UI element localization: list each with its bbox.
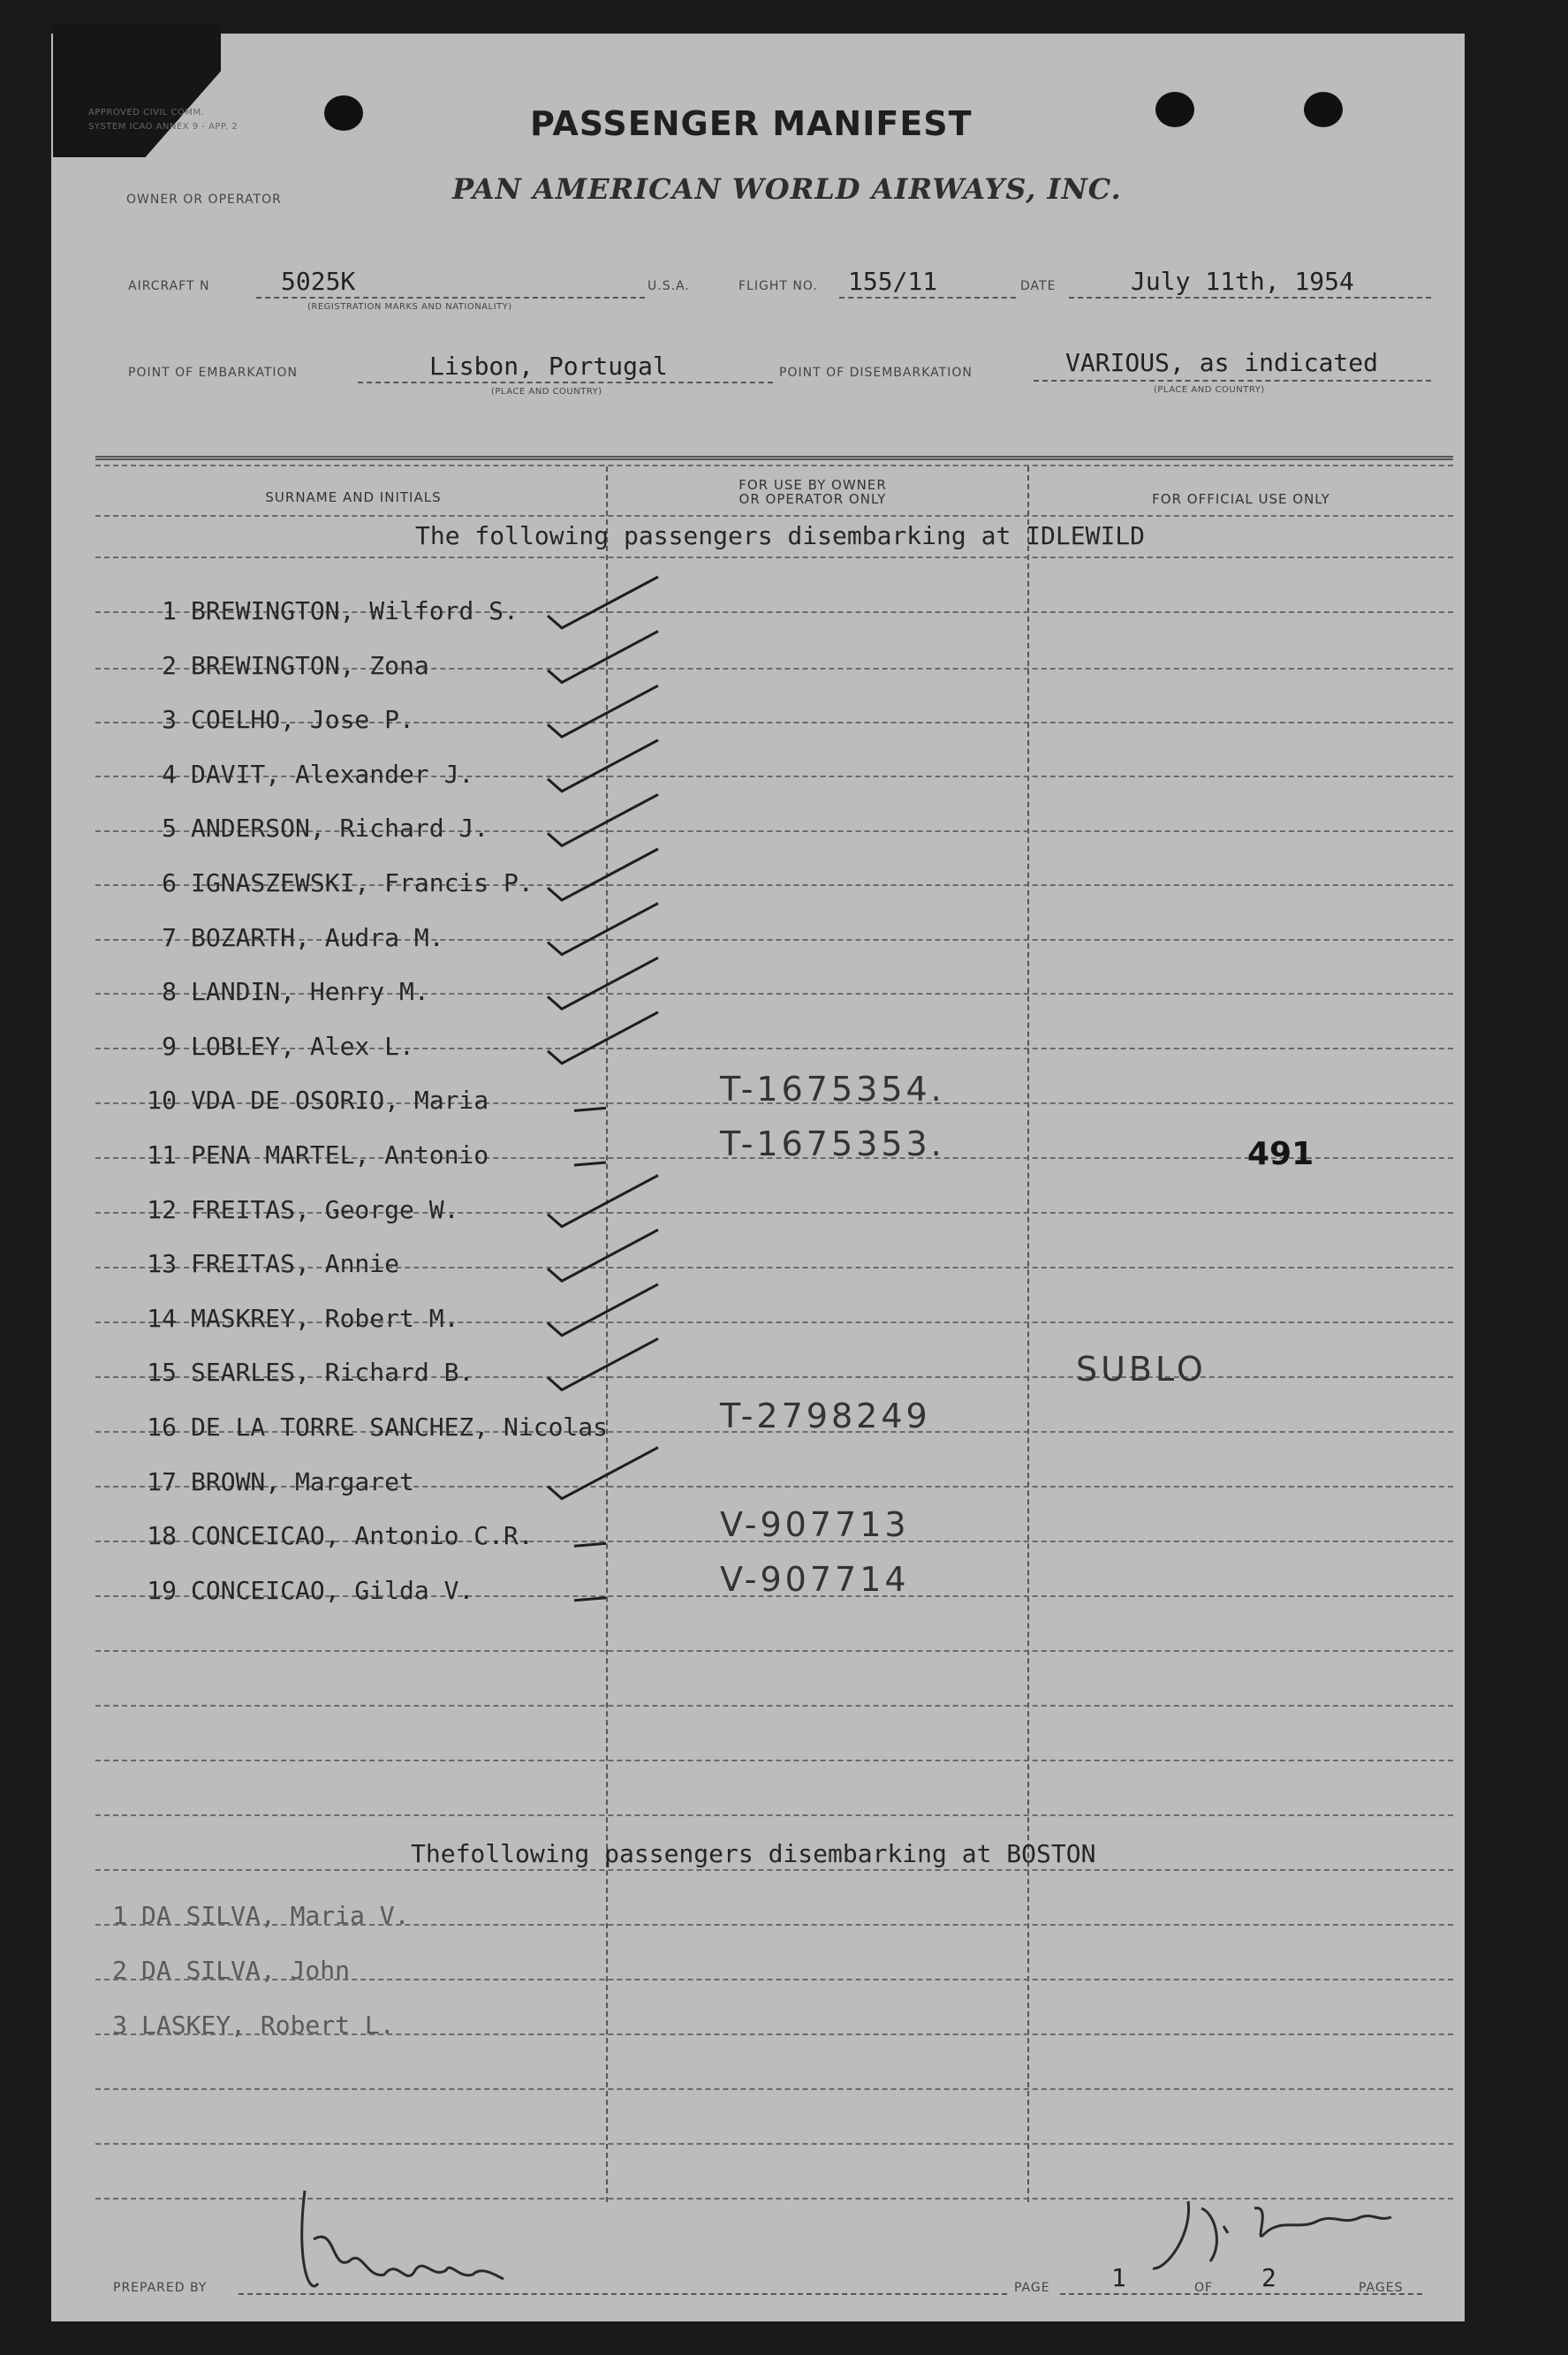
disembarkation-label: POINT OF DISEMBARKATION	[779, 366, 973, 380]
passenger-name: VDA DE OSORIO, Maria	[191, 1086, 489, 1116]
passenger-name: BOZARTH, Audra M.	[191, 922, 444, 952]
passenger-name: BREWINGTON, Zona	[191, 650, 429, 680]
passenger-name: DA SILVA, Maria V.	[141, 1901, 410, 1930]
usa-label: U.S.A.	[648, 279, 690, 293]
page-number: 1	[1111, 2263, 1126, 2292]
passenger-name: DE LA TORRE SANCHEZ, Nicolas	[191, 1412, 609, 1442]
aircraft-value: 5025K	[281, 267, 356, 296]
page-label: PAGE	[1014, 2281, 1050, 2295]
ticket-number: V-907713	[720, 1505, 910, 1545]
prepared-by-label: PREPARED BY	[113, 2281, 208, 2295]
passenger-number: 14	[147, 1303, 177, 1333]
passenger-name: LOBLEY, Alex L.	[191, 1031, 414, 1061]
passenger-number: 8	[162, 977, 177, 1007]
aircraft-label: AIRCRAFT N	[128, 279, 210, 293]
passenger-number: 7	[162, 922, 177, 952]
embarkation-label: POINT OF EMBARKATION	[128, 366, 299, 380]
pages-label: PAGES	[1359, 2281, 1404, 2295]
ticket-number: T-1675353.	[720, 1124, 945, 1163]
ticket-number: V-907714	[720, 1559, 910, 1599]
owner-label: OWNER OR OPERATOR	[126, 193, 282, 207]
embarkation-value: Lisbon, Portugal	[429, 352, 668, 381]
column-header-owner-1: FOR USE BY OWNER	[739, 477, 887, 493]
column-header-owner-2: OR OPERATOR ONLY	[739, 491, 887, 507]
passenger-name: FREITAS, George W.	[191, 1194, 459, 1224]
passenger-name: LASKEY, Robert L.	[141, 2010, 395, 2040]
flight-value: 155/11	[848, 267, 938, 296]
passenger-name: IGNASZEWSKI, Francis P.	[191, 868, 534, 897]
passenger-name: COELHO, Jose P.	[191, 705, 414, 735]
official-handwritten-entry: SUBLO	[1076, 1350, 1207, 1389]
column-header-official: FOR OFFICIAL USE ONLY	[1152, 491, 1330, 507]
passenger-number: 1	[162, 596, 177, 625]
date-value: July 11th, 1954	[1131, 267, 1354, 296]
prepared-underline	[239, 2293, 1007, 2295]
passenger-number: 18	[147, 1521, 177, 1551]
section-heading-boston: Thefollowing passengers disembarking at BOSTON	[411, 1839, 1096, 1868]
passenger-number: 17	[147, 1466, 177, 1496]
section-heading-idlewild: The following passengers disembarking at IDLEWILD	[415, 521, 1146, 550]
airline-name: PAN AMERICAN WORLD AIRWAYS, INC.	[452, 172, 1122, 206]
passenger-number: 19	[147, 1575, 177, 1605]
date-label: DATE	[1020, 279, 1057, 293]
passenger-number: 5	[162, 814, 177, 844]
passenger-number: 15	[147, 1358, 177, 1388]
passenger-name: MASKREY, Robert M.	[191, 1303, 459, 1333]
page-title: PASSENGER MANIFEST	[530, 104, 973, 143]
ticket-number: T-2798249	[720, 1397, 931, 1435]
passenger-number: 3	[162, 705, 177, 735]
approval-line-2: SYSTEM ICAO ANNEX 9 - APP. 2	[88, 122, 239, 132]
passenger-number: 1	[112, 1901, 127, 1930]
passenger-number: 6	[162, 868, 177, 897]
passenger-name: DAVIT, Alexander J.	[191, 759, 474, 789]
passenger-number: 13	[147, 1249, 177, 1279]
passenger-number: 12	[147, 1194, 177, 1224]
passenger-number: 4	[162, 759, 177, 789]
place-caption-right: (PLACE AND COUNTRY)	[1154, 385, 1265, 395]
passenger-name: ANDERSON, Richard J.	[191, 814, 489, 844]
passenger-name: SEARLES, Richard B.	[191, 1358, 474, 1388]
passenger-number: 11	[147, 1140, 177, 1170]
registration-caption: (REGISTRATION MARKS AND NATIONALITY)	[307, 302, 512, 312]
official-signature	[1153, 2201, 1391, 2268]
ticket-number: T-1675354.	[720, 1070, 945, 1109]
approval-line-1: APPROVED CIVIL COMM.	[88, 108, 205, 117]
passenger-number: 3	[112, 2010, 127, 2040]
passenger-name: PENA MARTEL, Antonio	[191, 1140, 489, 1170]
official-entry: 491	[1247, 1136, 1314, 1172]
passenger-name: CONCEICAO, Antonio C.R.	[191, 1521, 534, 1551]
passenger-number: 16	[147, 1412, 177, 1442]
passenger-name: LANDIN, Henry M.	[191, 977, 429, 1007]
passenger-number: 2	[112, 1956, 127, 1985]
place-caption-left: (PLACE AND COUNTRY)	[491, 387, 602, 397]
preparer-signature	[302, 2191, 504, 2286]
flight-label: FLIGHT NO.	[739, 279, 818, 293]
page-underline	[1060, 2293, 1422, 2295]
passenger-number: 9	[162, 1031, 177, 1061]
passenger-number: 2	[162, 650, 177, 680]
passenger-name: CONCEICAO, Gilda V.	[191, 1575, 474, 1605]
of-label: OF	[1194, 2281, 1214, 2295]
column-header-surname: SURNAME AND INITIALS	[265, 489, 442, 505]
disembarkation-value: VARIOUS, as indicated	[1065, 348, 1379, 377]
passenger-number: 10	[147, 1086, 177, 1116]
passenger-name: FREITAS, Annie	[191, 1249, 400, 1279]
passenger-name: BROWN, Margaret	[191, 1466, 414, 1496]
passenger-name: BREWINGTON, Wilford S.	[191, 596, 519, 625]
passenger-name: DA SILVA, John	[141, 1956, 351, 1985]
total-pages: 2	[1261, 2263, 1276, 2292]
